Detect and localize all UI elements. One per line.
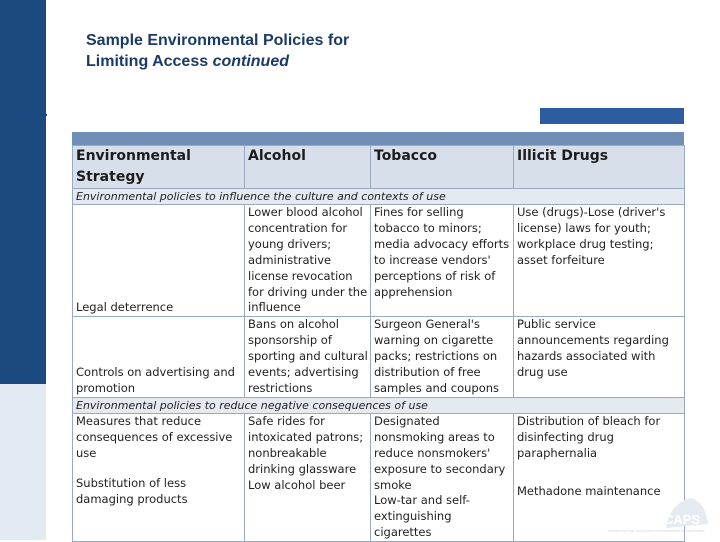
title-rule: [32, 114, 47, 116]
title-line-2-text: Limiting Access: [86, 53, 209, 70]
title-line-1: Sample Environmental Policies for: [86, 32, 350, 49]
accent-box: [540, 108, 684, 124]
section-row: [73, 397, 685, 413]
header-alcohol: Alcohol: [245, 146, 371, 189]
section-row: [73, 189, 685, 205]
policy-table: [72, 145, 685, 542]
table-row: [73, 205, 685, 317]
logo-wordmark: CAPS: [664, 512, 701, 527]
strategy-cell: [73, 413, 245, 541]
alcohol-b: Low alcohol beer: [248, 477, 346, 492]
slide-title: [86, 30, 349, 72]
left-band-lower-panel: [0, 384, 46, 540]
alcohol-cell: [245, 413, 371, 541]
strategy-cell: Legal deterrence: [73, 205, 245, 317]
tobacco-b: Low-tar and self-extinguishing cigarettes: [374, 493, 470, 540]
tobacco-cell: Fines for selling tobacco to minors; media advocacy efforts to increase vendors' perceptions of risk of apprehension: [371, 205, 514, 317]
header-tobacco: Tobacco: [371, 146, 514, 189]
strategy-a: Measures that reduce consequences of excessive use: [76, 413, 233, 460]
alcohol-cell: Lower blood alcohol concentration for young drivers; administrative license revocation for driving under the influence: [245, 205, 371, 317]
alcohol-a: Safe rides for intoxicated patrons; nonbreakable drinking glassware: [248, 413, 364, 476]
title-line-2: [86, 51, 349, 72]
tobacco-a: Designated nonsmoking areas to reduce nonsmokers' exposure to secondary smoke: [374, 413, 506, 492]
logo-tagline: CENTER FOR THE APPLICATION OF PREVENTION TECHNOLOGIES: [608, 529, 705, 533]
table-top-bar: [72, 132, 684, 145]
alcohol-cell: Bans on alcohol sponsorship of sporting and cultural events; advertising restrictions: [245, 317, 371, 398]
drugs-a: Distribution of bleach for disinfecting drug paraphernalia: [517, 413, 661, 460]
strategy-cell: Controls on advertising and promotion: [73, 317, 245, 398]
drugs-cell: Use (drugs)-Lose (driver's license) laws for youth; workplace drug testing; asset forfeiture: [514, 205, 685, 317]
tobacco-cell: Surgeon General's warning on cigarette packs; restrictions on distribution of free samples and coupons: [371, 317, 514, 398]
drugs-b: Methadone maintenance: [517, 483, 661, 498]
header-strategy: Environmental Strategy: [73, 146, 245, 189]
table-row: [73, 413, 685, 541]
drugs-cell: Public service announcements regarding hazards associated with drug use: [514, 317, 685, 398]
header-drugs: Illicit Drugs: [514, 146, 685, 189]
strategy-b: Substitution of less damaging products: [76, 475, 188, 506]
table-row: [73, 317, 685, 398]
table-header-row: [73, 146, 685, 189]
section-heading: Environmental policies to reduce negative consequences of use: [73, 397, 685, 413]
tobacco-cell: [371, 413, 514, 541]
section-heading: Environmental policies to influence the culture and contexts of use: [73, 189, 685, 205]
title-emphasis: continued: [212, 53, 289, 70]
caps-logo: [606, 494, 710, 534]
